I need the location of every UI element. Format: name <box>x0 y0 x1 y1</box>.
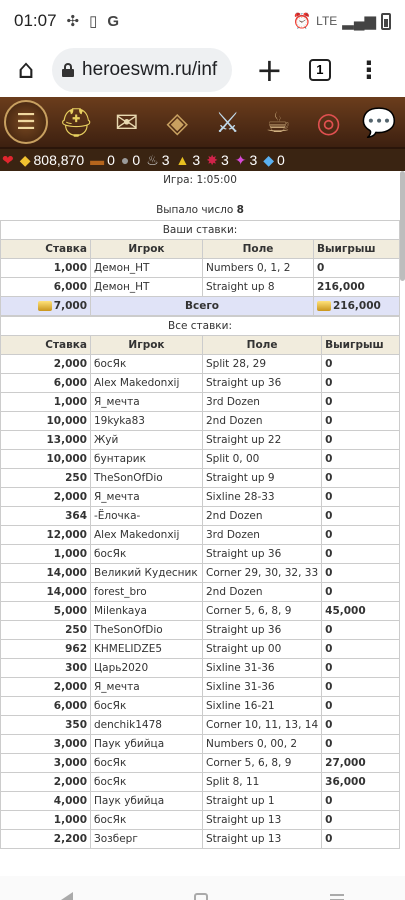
resource-item <box>206 152 229 169</box>
table-row <box>1 659 400 678</box>
cell-field: 2nd Dozen <box>203 583 322 602</box>
cell-field: Straight up 36 <box>203 374 322 393</box>
cell-win: 0 <box>322 697 400 716</box>
mercury-icon: ♨ <box>146 151 159 168</box>
cell-win: 216,000 <box>314 278 400 297</box>
network-label: LTE <box>316 14 338 28</box>
cell-player[interactable]: Царь2020 <box>91 659 203 678</box>
sulfur-icon: ▲ <box>175 152 190 168</box>
cell-bet: 6,000 <box>1 278 91 297</box>
resource-value: 0 <box>107 152 115 168</box>
cell-bet: 10,000 <box>1 412 91 431</box>
cell-field: Numbers 0, 00, 2 <box>203 735 322 754</box>
scrollbar[interactable] <box>400 171 405 281</box>
cell-player[interactable]: -Ёлочка- <box>91 507 203 526</box>
table-row <box>1 754 400 773</box>
gold-icon <box>317 301 331 311</box>
cell-field: Split 8, 11 <box>203 773 322 792</box>
table-row <box>1 355 400 374</box>
table-row <box>1 431 400 450</box>
cell-bet: 962 <box>1 640 91 659</box>
cell-field: Straight up 13 <box>203 830 322 849</box>
cell-win: 0 <box>322 412 400 431</box>
cell-win: 0 <box>322 355 400 374</box>
table-row <box>1 621 400 640</box>
browser-toolbar <box>0 42 405 97</box>
home-icon[interactable]: ⌂ <box>17 54 35 85</box>
cell-bet: 1,000 <box>1 259 91 278</box>
gold-icon <box>38 301 52 311</box>
cell-win: 0 <box>314 259 400 278</box>
home-nav-icon[interactable] <box>194 893 208 900</box>
table-row <box>1 545 400 564</box>
cell-win: 0 <box>322 792 400 811</box>
cell-bet: 3,000 <box>1 735 91 754</box>
cell-player[interactable]: Жуй <box>91 431 203 450</box>
cell-win: 0 <box>322 450 400 469</box>
table-row <box>1 374 400 393</box>
bag-icon[interactable]: ◈ <box>166 105 189 139</box>
cell-win: 0 <box>322 678 400 697</box>
cell-player[interactable]: Великий Кудесник <box>91 564 203 583</box>
cell-win: 0 <box>322 640 400 659</box>
ore-icon: ● <box>120 152 130 168</box>
table-row <box>1 412 400 431</box>
cell-player[interactable]: Зозберг <box>91 830 203 849</box>
cell-field: Split 0, 00 <box>203 450 322 469</box>
clock: 01:07 <box>14 11 57 30</box>
cell-field: Sixline 31-36 <box>203 659 322 678</box>
cell-bet: 6,000 <box>1 374 91 393</box>
cell-win: 0 <box>322 488 400 507</box>
status-bar <box>0 0 405 42</box>
cell-bet: 2,000 <box>1 773 91 792</box>
cell-field: Numbers 0, 1, 2 <box>203 259 314 278</box>
cell-field: Corner 5, 6, 8, 9 <box>203 602 322 621</box>
cell-player[interactable]: Alex Makedonxij <box>91 526 203 545</box>
cell-bet: 2,200 <box>1 830 91 849</box>
cell-win: 45,000 <box>322 602 400 621</box>
table-row <box>1 773 400 792</box>
cell-player[interactable]: TheSonOfDio <box>91 621 203 640</box>
resource-item <box>121 152 140 168</box>
cell-win: 27,000 <box>322 754 400 773</box>
resource-value: 808,870 <box>33 152 85 168</box>
cell-field: Straight up 36 <box>203 621 322 640</box>
cell-field: Sixline 31-36 <box>203 678 322 697</box>
cell-win: 0 <box>322 830 400 849</box>
header-player: Игрок <box>91 336 203 355</box>
table-row <box>1 507 400 526</box>
gold-icon: ◆ <box>19 151 31 168</box>
cell-win: 0 <box>322 507 400 526</box>
cell-win: 0 <box>322 469 400 488</box>
all-bets-table <box>0 316 400 849</box>
table-row <box>1 792 400 811</box>
cell-win: 0 <box>322 583 400 602</box>
cell-bet: 12,000 <box>1 526 91 545</box>
cell-player[interactable]: босЯк <box>91 355 203 374</box>
cell-player[interactable]: босЯк <box>91 545 203 564</box>
cell-player[interactable]: denchik1478 <box>91 716 203 735</box>
cell-field: 3rd Dozen <box>203 526 322 545</box>
wood-icon: ▬ <box>90 152 105 168</box>
cell-win: 0 <box>322 526 400 545</box>
cell-bet: 5,000 <box>1 602 91 621</box>
recents-icon[interactable] <box>330 894 344 900</box>
cell-bet: 2,000 <box>1 488 91 507</box>
cell-bet: 10,000 <box>1 450 91 469</box>
resource-item <box>146 152 169 169</box>
cell-player[interactable]: Демон_НТ <box>91 278 203 297</box>
cell-bet: 3,000 <box>1 754 91 773</box>
result-number: 8 <box>236 204 244 216</box>
cell-field: 2nd Dozen <box>203 507 322 526</box>
table-row <box>1 811 400 830</box>
resource-item <box>235 152 258 169</box>
resource-item <box>90 152 115 168</box>
table-row <box>1 564 400 583</box>
table-row <box>1 735 400 754</box>
cell-field: Straight up 8 <box>203 278 314 297</box>
your-bets-title: Ваши ставки: <box>1 221 400 240</box>
cell-win: 0 <box>322 545 400 564</box>
cell-player[interactable]: KHMELIDZE5 <box>91 640 203 659</box>
cell-player[interactable]: 19kyka83 <box>91 412 203 431</box>
cell-win: 0 <box>322 564 400 583</box>
cell-player[interactable]: TheSonOfDio <box>91 469 203 488</box>
resource-value: 3 <box>220 152 229 168</box>
lock-icon <box>62 63 74 77</box>
signal-icon: ▂▄▆ <box>342 13 376 30</box>
page-content <box>0 171 405 876</box>
result-line: Выпало число 8 <box>156 204 244 216</box>
cell-field: Straight up 22 <box>203 431 322 450</box>
your-bets-table <box>0 220 400 316</box>
resource-item <box>20 152 84 169</box>
helmet-icon[interactable]: ⛑ <box>58 105 95 139</box>
crystal-icon: ✸ <box>206 151 218 168</box>
table-row <box>1 526 400 545</box>
cell-field: Straight up 36 <box>203 545 322 564</box>
header-bet: Ставка <box>1 336 91 355</box>
cell-bet: 350 <box>1 716 91 735</box>
cell-player[interactable]: Я_мечта <box>91 488 203 507</box>
cell-field: 2nd Dozen <box>203 412 322 431</box>
table-row <box>1 469 400 488</box>
cell-win: 0 <box>322 374 400 393</box>
resource-value: 3 <box>249 152 258 168</box>
cell-bet: 250 <box>1 469 91 488</box>
google-icon: G <box>107 12 120 30</box>
crossed-swords-icon[interactable]: ⚔ <box>215 105 241 139</box>
cell-field: Corner 5, 6, 8, 9 <box>203 754 322 773</box>
table-row <box>1 583 400 602</box>
resource-value: 3 <box>161 152 170 168</box>
table-row <box>1 278 400 297</box>
cell-bet: 14,000 <box>1 583 91 602</box>
cell-player[interactable]: бунтарик <box>91 450 203 469</box>
header-field: Поле <box>203 336 322 355</box>
resource-value: 0 <box>132 152 141 168</box>
header-field: Поле <box>203 240 314 259</box>
cell-bet: 1,000 <box>1 545 91 564</box>
heart-icon: ❤ <box>2 151 14 168</box>
header-player: Игрок <box>91 240 203 259</box>
cell-bet: 4,000 <box>1 792 91 811</box>
fan-icon: ✣ <box>66 13 80 30</box>
cell-bet: 2,000 <box>1 678 91 697</box>
table-row <box>1 393 400 412</box>
cell-win: 36,000 <box>322 773 400 792</box>
cell-field: Corner 10, 11, 13, 14 <box>203 716 322 735</box>
cell-player[interactable]: босЯк <box>91 697 203 716</box>
header-bet: Ставка <box>1 240 91 259</box>
cell-player[interactable]: Я_мечта <box>91 393 203 412</box>
cell-field: Split 28, 29 <box>203 355 322 374</box>
cell-player[interactable]: босЯк <box>91 773 203 792</box>
cell-field: Corner 29, 30, 32, 33 <box>203 564 322 583</box>
map-icon[interactable]: ✉ <box>115 105 139 139</box>
url-text: heroeswm.ru/inf <box>82 58 218 80</box>
resource-item <box>176 152 201 168</box>
alarm-icon: ⏰ <box>292 13 312 30</box>
cell-player[interactable]: Milenkaya <box>91 602 203 621</box>
table-row <box>1 678 400 697</box>
roulette-icon[interactable]: ◎ <box>316 105 341 139</box>
table-row <box>1 488 400 507</box>
total-row: 7,000 Всего 216,000 <box>1 297 400 316</box>
cell-player[interactable]: Паук убийца <box>91 792 203 811</box>
cell-bet: 14,000 <box>1 564 91 583</box>
table-row <box>1 716 400 735</box>
cell-player[interactable]: Демон_НТ <box>91 259 203 278</box>
cell-win: 0 <box>322 431 400 450</box>
all-bets-title: Все ставки: <box>1 317 400 336</box>
tavern-icon[interactable]: ☕ <box>265 105 291 139</box>
cell-player[interactable]: Я_мечта <box>91 678 203 697</box>
cell-player[interactable]: босЯк <box>91 811 203 830</box>
game-nav-bar <box>0 97 405 149</box>
header-win: Выигрыш <box>314 240 400 259</box>
resource-value: 3 <box>192 152 201 168</box>
cell-bet: 1,000 <box>1 811 91 830</box>
table-row <box>1 259 400 278</box>
cell-win: 0 <box>322 735 400 754</box>
main-menu-icon[interactable]: ☰ <box>4 100 48 144</box>
table-row <box>1 697 400 716</box>
more-menu-icon[interactable]: ⋮ <box>356 55 381 84</box>
battery-icon <box>381 13 391 30</box>
cell-field: 3rd Dozen <box>203 393 322 412</box>
cell-field: Sixline 28-33 <box>203 488 322 507</box>
address-bar[interactable] <box>52 48 232 92</box>
cell-win: 0 <box>322 621 400 640</box>
cell-field: Straight up 00 <box>203 640 322 659</box>
new-tab-icon[interactable]: + <box>256 50 283 89</box>
android-nav-bar <box>0 876 405 900</box>
cell-win: 0 <box>322 716 400 735</box>
back-icon[interactable] <box>61 892 73 900</box>
table-row <box>1 450 400 469</box>
cell-win: 0 <box>322 659 400 678</box>
cell-bet: 1,000 <box>1 393 91 412</box>
cell-bet: 364 <box>1 507 91 526</box>
tab-switcher-button[interactable]: 1 <box>309 59 331 81</box>
cell-field: Straight up 13 <box>203 811 322 830</box>
cell-win: 0 <box>322 811 400 830</box>
cell-field: Straight up 1 <box>203 792 322 811</box>
cell-bet: 13,000 <box>1 431 91 450</box>
header-win: Выигрыш <box>322 336 400 355</box>
game-id: Игра: 1:05:00 <box>163 174 237 186</box>
cell-bet: 300 <box>1 659 91 678</box>
cell-field: Sixline 16-21 <box>203 697 322 716</box>
cell-player[interactable]: forest_bro <box>91 583 203 602</box>
table-row <box>1 830 400 849</box>
resource-item <box>263 152 285 169</box>
chat-icon[interactable]: 💬 <box>361 105 397 139</box>
resource-value: 0 <box>277 152 285 168</box>
sim-icon: ▯ <box>89 13 98 30</box>
cell-field: Straight up 9 <box>203 469 322 488</box>
cell-win: 0 <box>322 393 400 412</box>
cell-bet: 2,000 <box>1 355 91 374</box>
table-row <box>1 640 400 659</box>
resources-bar <box>0 149 405 171</box>
cell-player[interactable]: босЯк <box>91 754 203 773</box>
resource-item <box>2 152 14 169</box>
cell-player[interactable]: Паук убийца <box>91 735 203 754</box>
cell-bet: 6,000 <box>1 697 91 716</box>
diamond-icon: ◆ <box>263 151 275 168</box>
table-row <box>1 602 400 621</box>
cell-player[interactable]: Alex Makedonxij <box>91 374 203 393</box>
gems-icon: ✦ <box>234 151 247 168</box>
cell-bet: 250 <box>1 621 91 640</box>
